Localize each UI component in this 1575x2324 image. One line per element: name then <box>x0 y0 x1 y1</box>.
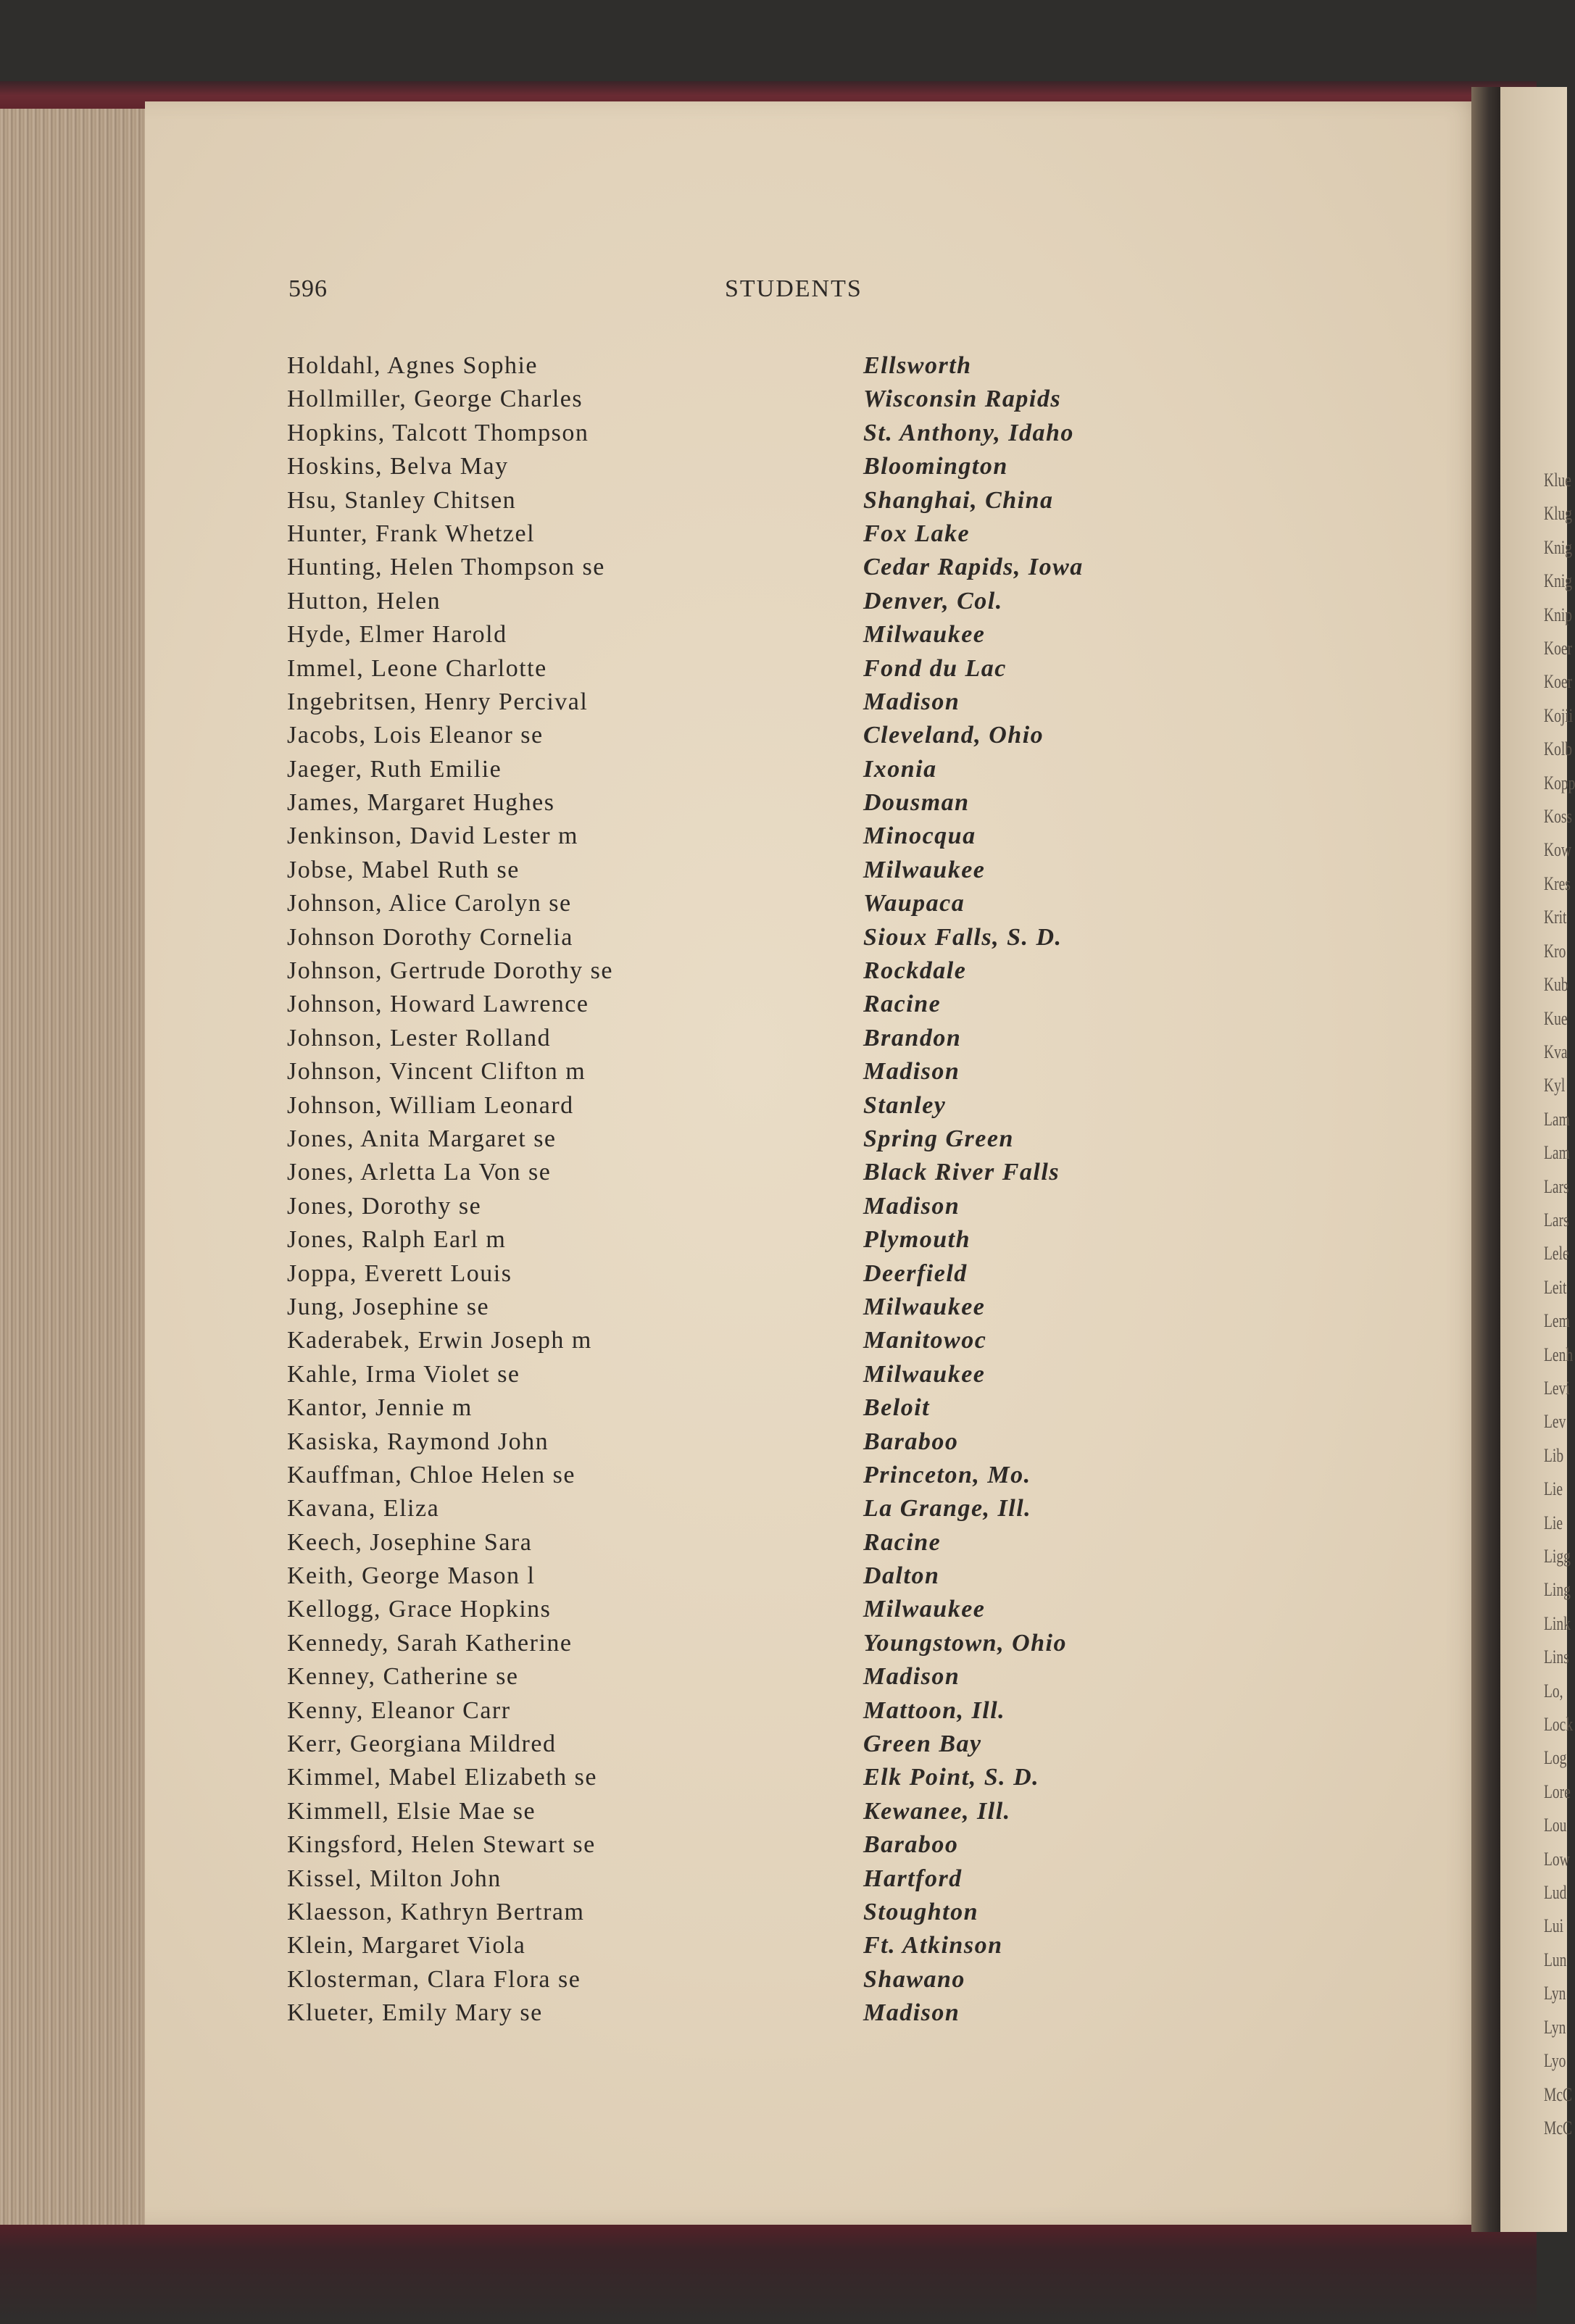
facing-page-fragment: Link <box>1544 1612 1571 1634</box>
student-hometown: Waupaca <box>863 890 965 917</box>
list-item <box>287 652 1229 686</box>
list-item <box>287 1694 1229 1728</box>
student-hometown: La Grange, Ill. <box>863 1495 1032 1523</box>
student-name: Keith, George Mason l <box>287 1562 536 1590</box>
student-name: Johnson, Alice Carolyn se <box>287 890 572 917</box>
facing-page-fragment: Kolb <box>1544 738 1572 760</box>
student-name: Holdahl, Agnes Sophie <box>287 352 538 379</box>
student-name: Ingebritsen, Henry Percival <box>287 688 589 715</box>
student-hometown: Dalton <box>863 1562 940 1590</box>
list-item <box>287 1559 1229 1593</box>
list-item <box>287 1660 1229 1694</box>
facing-page-fragment: Lev <box>1544 1411 1566 1433</box>
student-hometown: Cleveland, Ohio <box>863 722 1044 749</box>
student-hometown: Manitowoc <box>863 1327 987 1354</box>
list-item <box>287 1963 1229 1996</box>
student-name: Hoskins, Belva May <box>287 453 509 480</box>
list-item <box>287 1425 1229 1459</box>
facing-page-fragment: Leit <box>1544 1276 1567 1298</box>
list-item <box>287 383 1229 416</box>
student-hometown: Ixonia <box>863 755 937 783</box>
student-name: Jones, Anita Margaret se <box>287 1125 557 1152</box>
student-name: Joppa, Everett Louis <box>287 1259 512 1287</box>
student-hometown: Milwaukee <box>863 1596 986 1623</box>
student-name: Kellogg, Grace Hopkins <box>287 1596 552 1623</box>
student-name: Immel, Leone Charlotte <box>287 654 547 682</box>
student-name: Jung, Josephine se <box>287 1293 490 1320</box>
student-hometown: Milwaukee <box>863 856 986 883</box>
student-name: Hunting, Helen Thompson se <box>287 554 605 581</box>
list-item <box>287 1324 1229 1357</box>
facing-page-fragment: Kyl <box>1544 1075 1566 1096</box>
facing-page-fragment: Kojii <box>1544 704 1574 726</box>
student-hometown: Madison <box>863 1058 960 1086</box>
list-item <box>287 349 1229 383</box>
facing-page-fragment: Lun <box>1544 1949 1567 1970</box>
student-name: Kennedy, Sarah Katherine <box>287 1629 573 1657</box>
student-hometown: Black River Falls <box>863 1159 1060 1186</box>
student-hometown: Baraboo <box>863 1831 959 1859</box>
student-hometown: Stanley <box>863 1091 947 1119</box>
student-hometown: Spring Green <box>863 1125 1014 1152</box>
book-binding-bottom <box>0 2217 1537 2324</box>
list-item <box>287 1526 1229 1559</box>
list-item <box>287 618 1229 651</box>
student-name: Jones, Ralph Earl m <box>287 1226 507 1254</box>
facing-page-fragment: Lou <box>1544 1815 1567 1836</box>
list-item <box>287 1492 1229 1525</box>
student-name: Klueter, Emily Mary se <box>287 1999 543 2027</box>
facing-page-fragment: Lins <box>1544 1646 1569 1668</box>
student-hometown: Dousman <box>863 789 970 817</box>
student-name: James, Margaret Hughes <box>287 789 555 817</box>
list-item <box>287 1795 1229 1828</box>
student-name: Jones, Dorothy se <box>287 1192 482 1220</box>
running-head: STUDENTS <box>725 275 863 302</box>
facing-page-fragment: Lie <box>1544 1512 1563 1533</box>
facing-page-fragment: Koss <box>1544 806 1573 828</box>
list-item <box>287 686 1229 719</box>
list-item <box>287 921 1229 954</box>
student-name: Kimmel, Mabel Elizabeth se <box>287 1764 597 1791</box>
list-item <box>287 1358 1229 1391</box>
student-name: Kavana, Eliza <box>287 1495 440 1523</box>
facing-page-fragment: Lo, <box>1544 1680 1563 1702</box>
student-name: Jenkinson, David Lester m <box>287 822 578 850</box>
list-item <box>287 786 1229 820</box>
student-hometown: Racine <box>863 991 942 1018</box>
facing-page-fragment: Knig <box>1544 570 1572 592</box>
facing-page-fragment: Lele <box>1544 1243 1569 1265</box>
facing-page-fragment: Kopp <box>1544 772 1575 794</box>
list-item <box>287 1391 1229 1425</box>
student-name: Kauffman, Chloe Helen se <box>287 1461 575 1488</box>
list-item <box>287 1055 1229 1088</box>
student-list <box>287 349 1229 2031</box>
student-name: Hunter, Frank Whetzel <box>287 520 536 547</box>
student-name: Kerr, Georgiana Mildred <box>287 1730 557 1758</box>
facing-page-fragment: Koer <box>1544 638 1572 659</box>
facing-page-fragment: Lam <box>1544 1142 1570 1164</box>
list-item <box>287 1459 1229 1492</box>
student-hometown: Plymouth <box>863 1226 971 1254</box>
facing-page-fragment: Koer <box>1544 671 1572 693</box>
list-item <box>287 753 1229 786</box>
list-item <box>287 1593 1229 1626</box>
list-item <box>287 484 1229 517</box>
student-hometown: Minocqua <box>863 822 976 850</box>
facing-page-fragment: Kres <box>1544 872 1571 894</box>
student-name: Jacobs, Lois Eleanor se <box>287 722 544 749</box>
student-hometown: Milwaukee <box>863 621 986 649</box>
page-edges <box>0 109 152 2225</box>
facing-page-fragment: Lock <box>1544 1714 1574 1736</box>
facing-page-fragment: Kow <box>1544 839 1571 861</box>
student-name: Kantor, Jennie m <box>287 1394 473 1422</box>
student-name: Klaesson, Kathryn Bertram <box>287 1898 585 1925</box>
facing-page-fragment: Lars <box>1544 1175 1569 1197</box>
facing-page-text <box>1544 464 1573 2145</box>
facing-page-fragment: Lenh <box>1544 1344 1574 1365</box>
student-name: Keech, Josephine Sara <box>287 1528 533 1556</box>
student-hometown: Madison <box>863 1192 960 1220</box>
student-name: Kasiska, Raymond John <box>287 1428 549 1455</box>
student-name: Jones, Arletta La Von se <box>287 1159 552 1186</box>
facing-page-fragment: Klue <box>1544 470 1571 491</box>
facing-page-fragment: Ligg <box>1544 1546 1571 1567</box>
student-name: Kingsford, Helen Stewart se <box>287 1831 596 1859</box>
student-name: Johnson, Gertrude Dorothy se <box>287 957 613 985</box>
student-name: Hyde, Elmer Harold <box>287 621 507 649</box>
list-item <box>287 1627 1229 1660</box>
list-item <box>287 1996 1229 2030</box>
list-item <box>287 551 1229 584</box>
facing-page-fragment: Lui <box>1544 1915 1564 1937</box>
facing-page-fragment: Lam <box>1544 1108 1570 1130</box>
student-name: Kahle, Irma Violet se <box>287 1360 520 1388</box>
list-item <box>287 1761 1229 1794</box>
facing-page-fragment: Ling <box>1544 1579 1571 1601</box>
facing-page-fragment: Klug <box>1544 503 1572 525</box>
student-hometown: Bloomington <box>863 453 1008 480</box>
student-name: Hollmiller, George Charles <box>287 386 583 413</box>
student-hometown: Denver, Col. <box>863 587 1003 615</box>
student-hometown: Madison <box>863 688 960 715</box>
facing-page-fragment: Knip <box>1544 604 1572 625</box>
student-name: Hutton, Helen <box>287 587 441 615</box>
student-name: Kissel, Milton John <box>287 1865 502 1892</box>
student-name: Kenny, Eleanor Carr <box>287 1696 511 1724</box>
student-hometown: Elk Point, S. D. <box>863 1764 1040 1791</box>
list-item <box>287 1291 1229 1324</box>
student-hometown: Wisconsin Rapids <box>863 386 1062 413</box>
facing-page-fragment: Lyn <box>1544 2016 1566 2038</box>
student-name: Klosterman, Clara Flora se <box>287 1965 581 1993</box>
student-hometown: Green Bay <box>863 1730 982 1758</box>
student-hometown: Madison <box>863 1999 960 2027</box>
student-hometown: St. Anthony, Idaho <box>863 419 1074 446</box>
facing-page-fragment: Kva <box>1544 1041 1568 1062</box>
student-hometown: Fond du Lac <box>863 654 1007 682</box>
facing-page-fragment: Lore <box>1544 1781 1571 1802</box>
list-item <box>287 450 1229 483</box>
student-hometown: Rockdale <box>863 957 967 985</box>
list-item <box>287 1123 1229 1156</box>
facing-page-fragment: Low <box>1544 1848 1570 1870</box>
student-hometown: Ft. Atkinson <box>863 1932 1003 1959</box>
student-hometown: Mattoon, Ill. <box>863 1696 1006 1724</box>
list-item <box>287 988 1229 1021</box>
student-hometown: Beloit <box>863 1394 931 1422</box>
list-item <box>287 1089 1229 1123</box>
facing-page-fragment: Knig <box>1544 536 1572 558</box>
facing-page-fragment: Levi <box>1544 1377 1570 1399</box>
student-name: Johnson, Vincent Clifton m <box>287 1058 586 1086</box>
student-hometown: Brandon <box>863 1024 962 1051</box>
list-item <box>287 1929 1229 1962</box>
student-hometown: Cedar Rapids, Iowa <box>863 554 1084 581</box>
student-hometown: Milwaukee <box>863 1293 986 1320</box>
list-item <box>287 585 1229 618</box>
facing-page-fragment: Lyn <box>1544 1983 1566 2004</box>
list-item <box>287 887 1229 920</box>
facing-page-fragment: Krit <box>1544 907 1567 928</box>
list-item <box>287 1190 1229 1223</box>
student-hometown: Princeton, Mo. <box>863 1461 1031 1488</box>
student-name: Kenney, Catherine se <box>287 1663 519 1691</box>
list-item <box>287 820 1229 853</box>
student-name: Jobse, Mabel Ruth se <box>287 856 520 883</box>
facing-page-fragment: Lars <box>1544 1209 1569 1230</box>
list-item <box>287 1022 1229 1055</box>
facing-page-fragment: Kub <box>1544 974 1568 996</box>
student-name: Hopkins, Talcott Thompson <box>287 419 589 446</box>
facing-page-fragment: McC <box>1544 2117 1572 2138</box>
student-hometown: Deerfield <box>863 1259 968 1287</box>
student-hometown: Madison <box>863 1663 960 1691</box>
facing-page-fragment: Lie <box>1544 1478 1563 1500</box>
student-hometown: Hartford <box>863 1865 963 1892</box>
list-item <box>287 417 1229 450</box>
page-gutter <box>1471 87 1500 2232</box>
student-hometown: Sioux Falls, S. D. <box>863 923 1063 951</box>
list-item <box>287 1828 1229 1862</box>
student-hometown: Fox Lake <box>863 520 971 547</box>
student-hometown: Kewanee, Ill. <box>863 1797 1011 1825</box>
student-name: Kimmell, Elsie Mae se <box>287 1797 536 1825</box>
student-hometown: Stoughton <box>863 1898 979 1925</box>
list-item <box>287 1896 1229 1929</box>
facing-page-fragment: Lyo <box>1544 2050 1566 2072</box>
student-name: Johnson, Howard Lawrence <box>287 991 589 1018</box>
student-name: Kaderabek, Erwin Joseph m <box>287 1327 592 1354</box>
facing-page-fragment: Kue <box>1544 1007 1568 1029</box>
page-number: 596 <box>288 275 328 302</box>
student-hometown: Racine <box>863 1528 942 1556</box>
student-hometown: Milwaukee <box>863 1360 986 1388</box>
student-hometown: Shanghai, China <box>863 486 1054 514</box>
student-name: Johnson Dorothy Cornelia <box>287 923 573 951</box>
facing-page-fragment: McC <box>1544 2083 1572 2105</box>
student-name: Johnson, Lester Rolland <box>287 1024 552 1051</box>
student-name: Jaeger, Ruth Emilie <box>287 755 502 783</box>
student-hometown: Baraboo <box>863 1428 959 1455</box>
student-name: Klein, Margaret Viola <box>287 1932 526 1959</box>
facing-page-fragment: Lud <box>1544 1882 1567 1904</box>
list-item <box>287 1156 1229 1189</box>
facing-page-fragment: Log <box>1544 1747 1567 1769</box>
list-item <box>287 1862 1229 1896</box>
list-item <box>287 854 1229 887</box>
facing-page-fragment: Lib <box>1544 1444 1564 1466</box>
student-name: Johnson, William Leonard <box>287 1091 574 1119</box>
list-item <box>287 517 1229 551</box>
list-item <box>287 1257 1229 1291</box>
list-item <box>287 954 1229 988</box>
student-name: Hsu, Stanley Chitsen <box>287 486 517 514</box>
list-item <box>287 1728 1229 1761</box>
list-item <box>287 1223 1229 1257</box>
student-hometown: Ellsworth <box>863 352 972 379</box>
facing-page-fragment: Lem <box>1544 1310 1570 1332</box>
student-hometown: Shawano <box>863 1965 965 1993</box>
student-hometown: Youngstown, Ohio <box>863 1629 1067 1657</box>
facing-page-fragment: Kro <box>1544 940 1566 962</box>
facing-page-edge <box>1500 87 1575 2232</box>
list-item <box>287 719 1229 752</box>
